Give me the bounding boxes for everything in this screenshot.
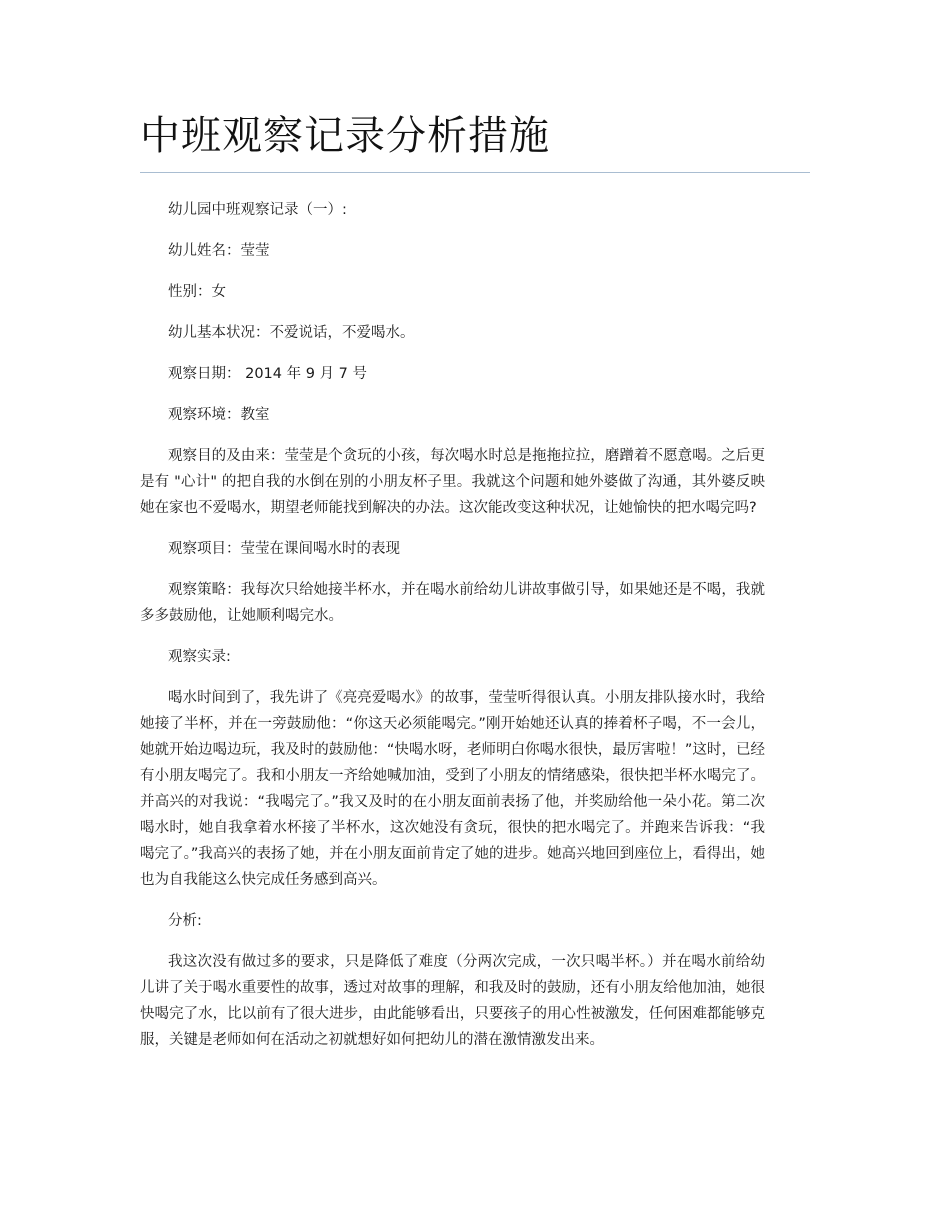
child-gender: 性别：女 [168, 284, 226, 300]
observation-item: 观察项目：莹莹在课间喝水时的表现 [168, 541, 400, 557]
analysis-heading: 分析: [168, 913, 202, 929]
observation-date: 观察日期： 2014 年 9 月 7 号 [168, 366, 368, 382]
observation-environment: 观察环境：教室 [168, 407, 270, 423]
observation-purpose: 观察目的及由来：莹莹是个贪玩的小孩，每次喝水时总是拖拖拉拉，磨蹭着不愿意喝。之后更是有 "心计" 的把自我的水倒在别的小朋友杯子里。我就这个问题和她外婆做了沟通，其外婆反映她在家也不爱喝水，期望老师能找到解决的办法。这次能改变这种状况，让她愉快的把水喝完吗? [140, 448, 765, 516]
title-divider [140, 172, 810, 173]
child-basic-status: 幼儿基本状况：不爱说话，不爱喝水。 [168, 325, 415, 341]
observation-record-heading: 观察实录: [168, 649, 231, 665]
child-name: 幼儿姓名：莹莹 [168, 243, 270, 259]
observation-record-text: 喝水时间到了，我先讲了《亮亮爱喝水》的故事，莹莹听得很认真。小朋友排队接水时，我给她接了半杯，并在一旁鼓励他：“你这天必须能喝完。”刚开始她还认真的捧着杯子喝，不一会儿，她就开始边喝边玩，我及时的鼓励他：“快喝水呀，老师明白你喝水很快，最厉害啦！”这时，已经有小朋友喝完了。我和小朋友一齐给她喊加油，受到了小朋友的情绪感染，很快把半杯水喝完了。并高兴的对我说：“我喝完了。”我又及时的在小朋友面前表扬了他，并奖励给他一朵小花。第二次喝水时，她自我拿着水杯接了半杯水，这次她没有贪玩，很快的把水喝完了。并跑来告诉我：“我喝完了。”我高兴的表扬了她，并在小朋友面前肯定了她的进步。她高兴地回到座位上，看得出，她也为自我能这么快完成任务感到高兴。 [140, 690, 765, 888]
observation-strategy: 观察策略：我每次只给她接半杯水，并在喝水前给幼儿讲故事做引导，如果她还是不喝，我就多多鼓励他，让她顺利喝完水。 [140, 582, 765, 624]
document-title: 中班观察记录分析措施 [140, 113, 550, 159]
record-heading: 幼儿园中班观察记录（一）: [168, 202, 347, 218]
analysis-text: 我这次没有做过多的要求，只是降低了难度（分两次完成，一次只喝半杯。）并在喝水前给幼儿讲了关于喝水重要性的故事，透过对故事的理解，和我及时的鼓励，还有小朋友给他加油，她很快喝完了水，比以前有了很大进步，由此能够看出，只要孩子的用心性被激发，任何困难都能够克服，关键是老师如何在活动之初就想好如何把幼儿的潜在激情激发出来。 [140, 954, 765, 1048]
document-body [140, 197, 765, 1068]
